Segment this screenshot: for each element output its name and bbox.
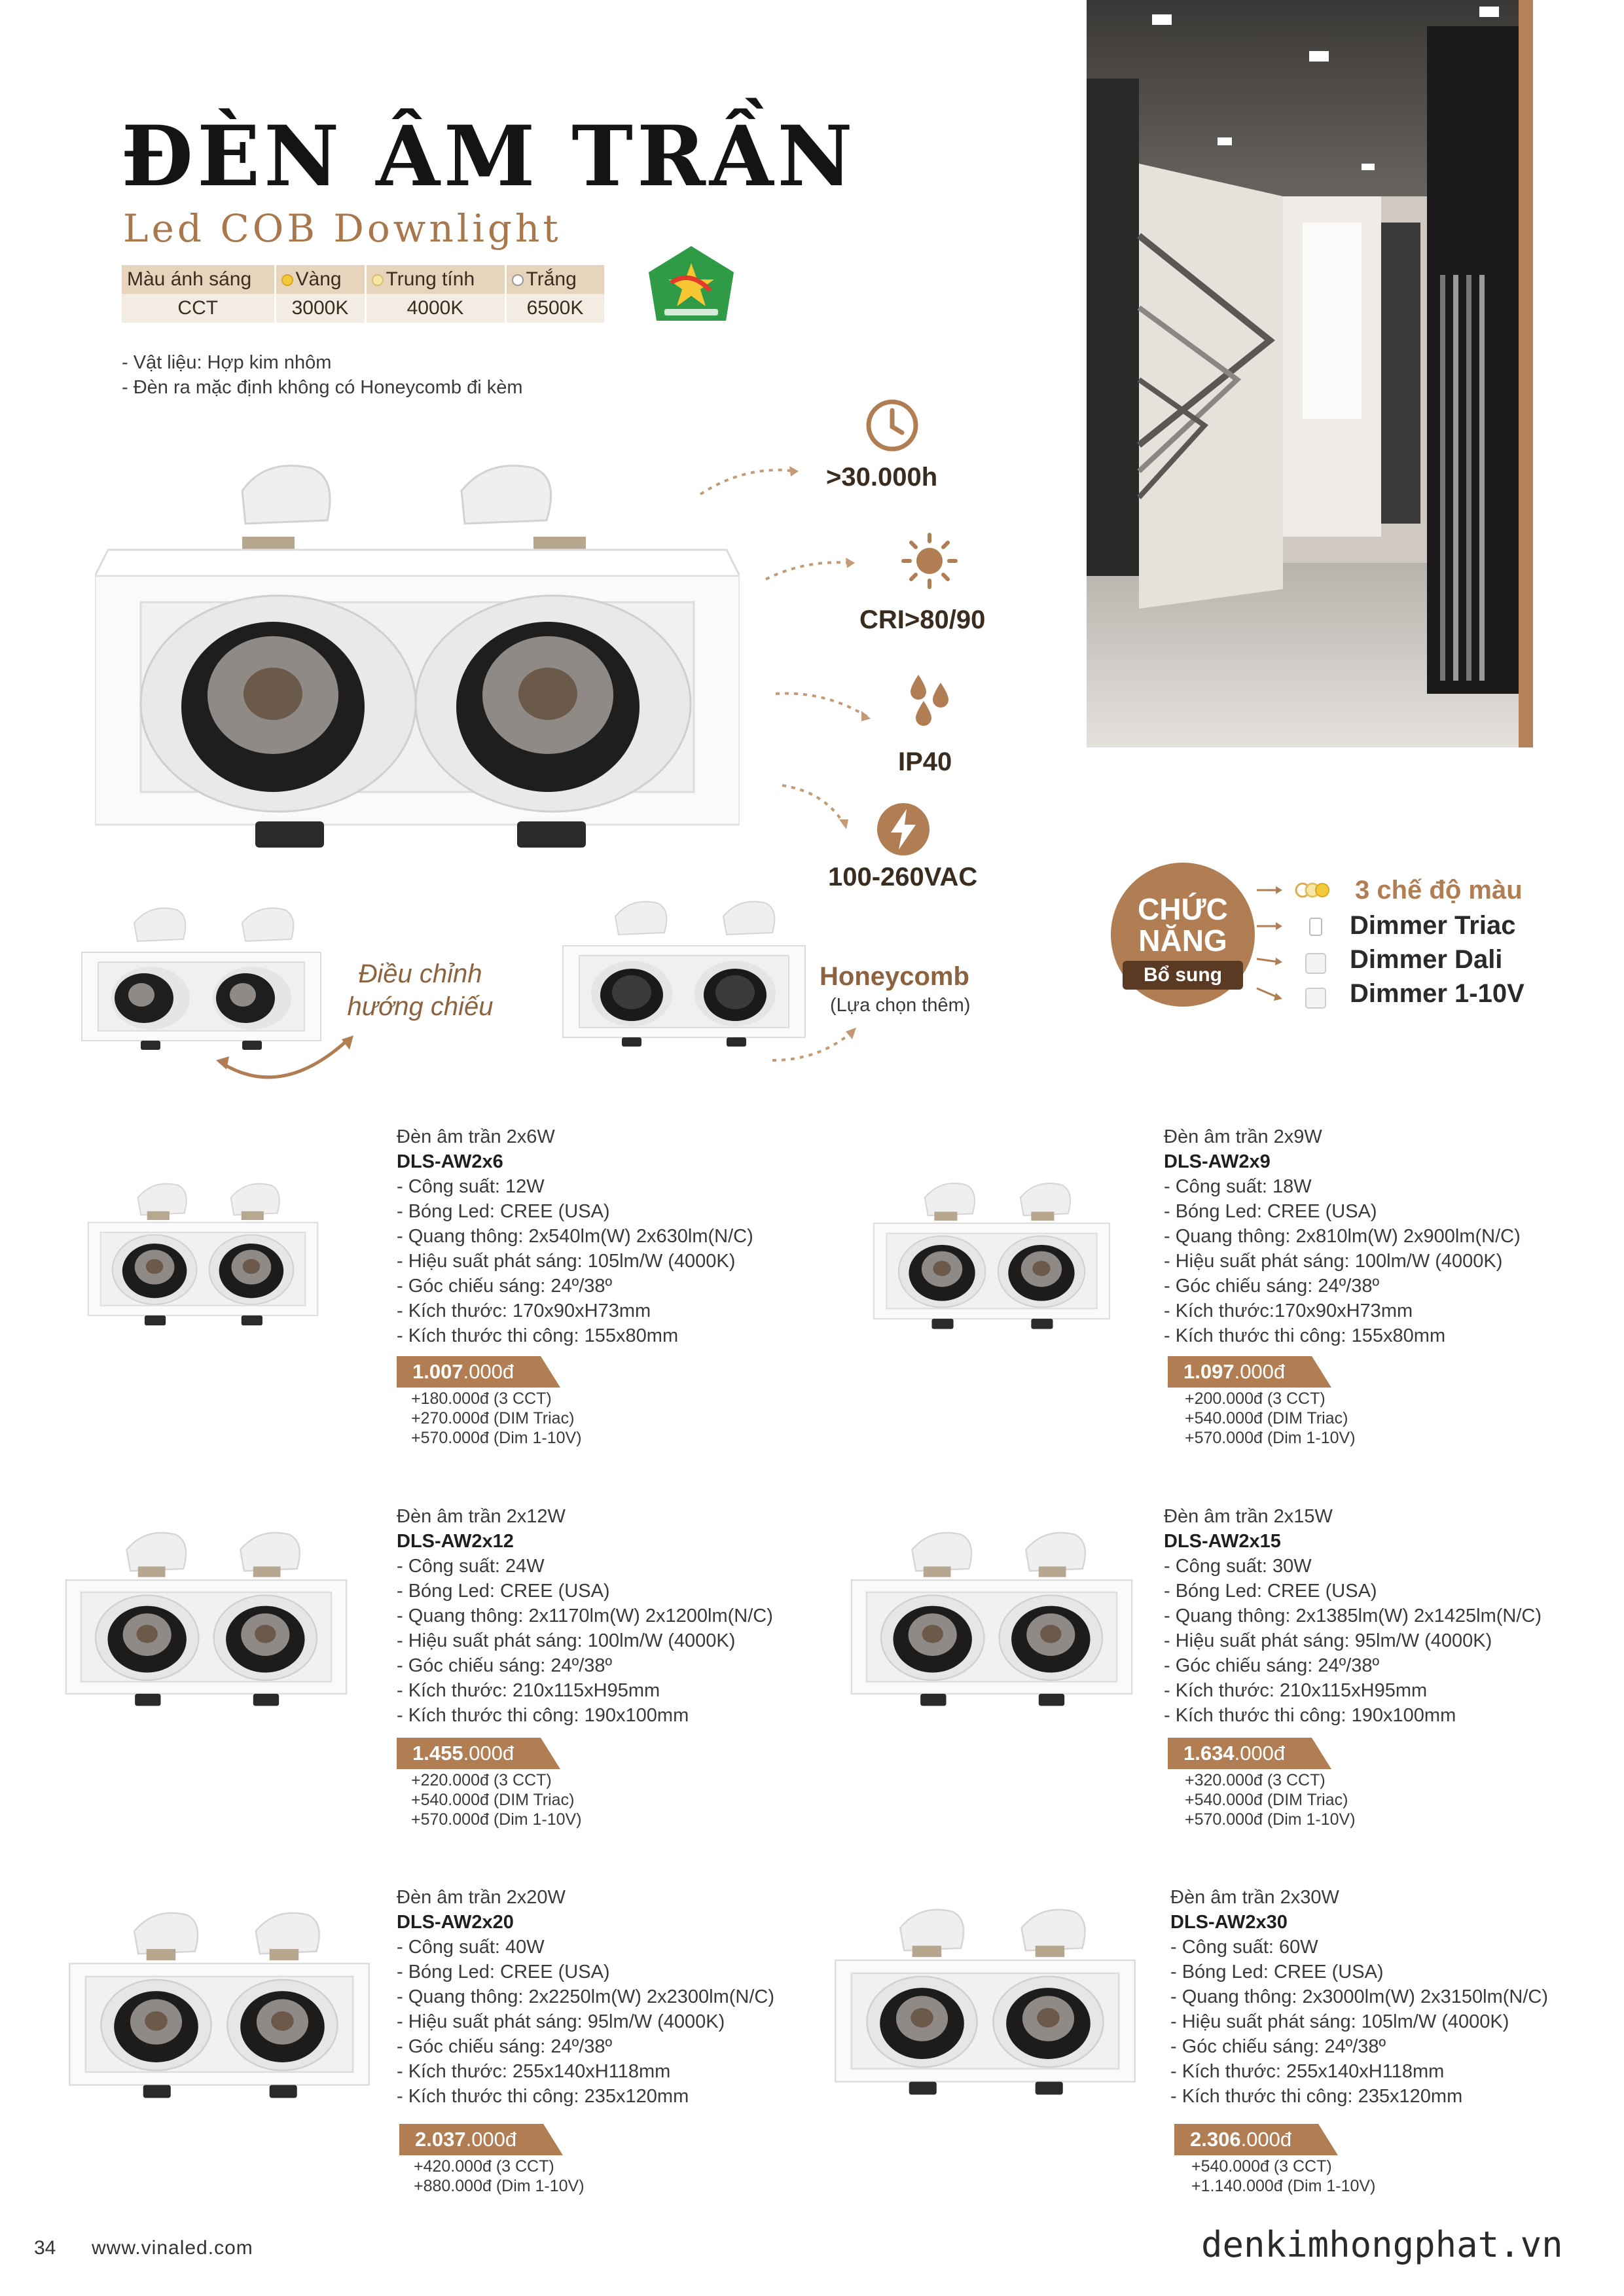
product-spec: - Công suất: 18W (1164, 1176, 1312, 1197)
product-name: Đèn âm trần 2x12W (397, 1506, 566, 1527)
cct-option-neutral: Trung tính (365, 265, 505, 294)
product-image-aw2x9 (871, 1178, 1113, 1335)
price-main: 1.634 (1183, 1742, 1235, 1765)
product-spec: - Kích thước: 255x140xH118mm (397, 2061, 671, 2082)
adjust-arrow-icon (209, 1028, 367, 1100)
product-spec: - Quang thông: 2x1170lm(W) 2x1200lm(N/C) (397, 1605, 773, 1626)
product-image-aw2x6 (85, 1178, 321, 1332)
cct-value-neutral: 4000K (365, 294, 505, 323)
product-info-aw2x20 (397, 1885, 774, 2109)
product-code: DLS-AW2x9 (1164, 1151, 1271, 1172)
product-code: DLS-AW2x30 (1170, 1912, 1288, 1933)
water-drops-icon (900, 671, 959, 730)
product-image-aw2x15 (848, 1525, 1136, 1715)
material-note: - Vật liệu: Hợp kim nhôm (122, 352, 332, 373)
adjust-direction-label: Điều chỉnh hướng chiếu (347, 960, 494, 1021)
product-spec: - Bóng Led: CREE (USA) (1170, 1962, 1384, 1982)
product-spec: - Quang thông: 2x810lm(W) 2x900lm(N/C) (1164, 1226, 1521, 1247)
price-extras-aw2x15: +320.000đ (3 CCT) +540.000đ (DIM Triac) +570.000đ (Dim 1-10V) (1185, 1771, 1356, 1829)
product-spec: - Quang thông: 2x1385lm(W) 2x1425lm(N/C) (1164, 1605, 1542, 1626)
product-spec: - Góc chiếu sáng: 24º/38º (397, 2036, 613, 2057)
product-spec: - Kích thước thi công: 155x80mm (1164, 1325, 1446, 1346)
spec-lifetime: >30.000h (826, 463, 938, 492)
product-spec: - Hiệu suất phát sáng: 100lm/W (4000K) (1164, 1251, 1503, 1272)
product-image-aw2x12 (62, 1525, 350, 1715)
product-spec: - Bóng Led: CREE (USA) (1164, 1581, 1377, 1602)
lightning-icon (874, 800, 933, 859)
product-spec: - Hiệu suất phát sáng: 105lm/W (4000K) (1170, 2011, 1509, 2032)
product-name: Đèn âm trần 2x6W (397, 1126, 555, 1147)
honeycomb-note: - Đèn ra mặc định không có Honeycomb đi kèm (122, 377, 523, 398)
product-spec: - Kích thước thi công: 235x120mm (1170, 2086, 1463, 2107)
spec-ip: IP40 (898, 747, 952, 776)
vietnam-quality-badge-icon (645, 243, 738, 330)
function-dimmer-triac: Dimmer Triac (1350, 911, 1516, 940)
product-code: DLS-AW2x6 (397, 1151, 503, 1172)
product-spec: - Bóng Led: CREE (USA) (397, 1201, 610, 1222)
spec-voltage: 100-260VAC (828, 863, 978, 891)
price-main: 1.455 (412, 1742, 463, 1765)
product-code: DLS-AW2x20 (397, 1912, 514, 1933)
honeycomb-subtitle: (Lựa chọn thêm) (830, 995, 971, 1016)
product-spec: - Góc chiếu sáng: 24º/38º (1164, 1655, 1380, 1676)
price-main: 1.007 (412, 1360, 463, 1383)
product-spec: - Góc chiếu sáng: 24º/38º (397, 1276, 613, 1297)
main-product-image (95, 452, 740, 857)
product-spec: - Kích thước: 210x115xH95mm (397, 1680, 660, 1701)
product-code: DLS-AW2x15 (1164, 1531, 1281, 1552)
product-spec: - Công suất: 24W (397, 1556, 545, 1577)
product-image-aw2x30 (831, 1898, 1139, 2108)
product-info-aw2x15 (1164, 1504, 1542, 1728)
product-spec: - Bóng Led: CREE (USA) (397, 1962, 610, 1982)
cct-header-label: Màu ánh sáng (122, 265, 275, 294)
product-name: Đèn âm trần 2x15W (1164, 1506, 1333, 1527)
price-extras-aw2x9: +200.000đ (3 CCT) +540.000đ (DIM Triac) +570.000đ (Dim 1-10V) (1185, 1390, 1356, 1447)
product-spec: - Quang thông: 2x3000lm(W) 2x3150lm(N/C) (1170, 1986, 1549, 2007)
function-dimmer-dali: Dimmer Dali (1350, 945, 1503, 974)
showroom-photo (1087, 0, 1519, 747)
cct-value-warm: 3000K (275, 294, 365, 323)
product-spec: - Bóng Led: CREE (USA) (1164, 1201, 1377, 1222)
product-name: Đèn âm trần 2x30W (1170, 1887, 1339, 1908)
price-main: 2.037 (415, 2128, 466, 2151)
product-code: DLS-AW2x12 (397, 1531, 514, 1552)
price-suffix: .000đ (463, 1360, 514, 1383)
function-dimmer-1-10v: Dimmer 1-10V (1350, 979, 1525, 1008)
price-extras-aw2x6: +180.000đ (3 CCT) +270.000đ (DIM Triac) +570.000đ (Dim 1-10V) (411, 1390, 582, 1447)
price-suffix: .000đ (1240, 2128, 1292, 2151)
clock-icon (863, 396, 922, 455)
product-spec: - Kích thước thi công: 190x100mm (397, 1705, 689, 1726)
product-spec: - Hiệu suất phát sáng: 95lm/W (4000K) (1164, 1630, 1492, 1651)
price-extras-aw2x20: +420.000đ (3 CCT) +880.000đ (Dim 1-10V) (414, 2157, 585, 2195)
cct-row-label: CCT (122, 294, 275, 323)
white-dot-icon (512, 274, 524, 286)
product-spec: - Hiệu suất phát sáng: 105lm/W (4000K) (397, 1251, 736, 1272)
product-spec: - Kích thước thi công: 190x100mm (1164, 1705, 1456, 1726)
price-suffix: .000đ (465, 2128, 517, 2151)
product-spec: - Kích thước thi công: 155x80mm (397, 1325, 679, 1346)
brand-watermark: denkimhongphat.vn (1201, 2224, 1563, 2265)
product-spec: - Kích thước thi công: 235x120mm (397, 2086, 689, 2107)
materials-notes (122, 350, 523, 400)
product-spec: - Góc chiếu sáng: 24º/38º (1170, 2036, 1386, 2057)
product-info-aw2x12 (397, 1504, 773, 1728)
cct-option-white: Trắng (505, 265, 605, 294)
price-suffix: .000đ (1234, 1360, 1286, 1383)
product-spec: - Kích thước: 210x115xH95mm (1164, 1680, 1428, 1701)
product-spec: - Công suất: 40W (397, 1937, 545, 1958)
product-name: Đèn âm trần 2x9W (1164, 1126, 1322, 1147)
page-subtitle: Led COB Downlight (123, 206, 562, 251)
cct-option-warm: Vàng (275, 265, 365, 294)
cct-table (122, 265, 606, 323)
price-suffix: .000đ (1234, 1742, 1286, 1765)
honeycomb-title: Honeycomb (820, 962, 969, 991)
product-info-aw2x6 (397, 1124, 753, 1348)
product-spec: - Bóng Led: CREE (USA) (397, 1581, 610, 1602)
product-spec: - Công suất: 30W (1164, 1556, 1312, 1577)
price-suffix: .000đ (463, 1742, 514, 1765)
product-info-aw2x9 (1164, 1124, 1521, 1348)
page-title: ĐÈN ÂM TRẦN (121, 108, 857, 205)
product-spec: - Kích thước: 255x140xH118mm (1170, 2061, 1445, 2082)
product-spec: - Công suất: 60W (1170, 1937, 1318, 1958)
product-spec: - Quang thông: 2x540lm(W) 2x630lm(N/C) (397, 1226, 753, 1247)
warm-dot-icon (281, 274, 293, 286)
page-number: 34 (34, 2237, 56, 2259)
product-spec: - Hiệu suất phát sáng: 95lm/W (4000K) (397, 2011, 725, 2032)
footer-website: www.vinaled.com (92, 2237, 253, 2259)
price-main: 2.306 (1190, 2128, 1241, 2151)
sun-icon (900, 531, 959, 590)
product-spec: - Kích thước:170x90xH73mm (1164, 1300, 1413, 1321)
product-spec: - Góc chiếu sáng: 24º/38º (397, 1655, 613, 1676)
product-info-aw2x30 (1170, 1885, 1548, 2109)
product-image-aw2x20 (65, 1905, 373, 2108)
product-spec: - Góc chiếu sáng: 24º/38º (1164, 1276, 1380, 1297)
price-extras-aw2x30: +540.000đ (3 CCT) +1.140.000đ (Dim 1-10V) (1191, 2157, 1376, 2195)
honeycomb-arrow-icon (766, 1021, 864, 1067)
product-spec: - Kích thước: 170x90xH73mm (397, 1300, 651, 1321)
functions-badge: CHỨC NĂNG Bổ sung (1111, 863, 1255, 1007)
function-arrows (1254, 874, 1335, 1014)
price-extras-aw2x12: +220.000đ (3 CCT) +540.000đ (DIM Triac) +570.000đ (Dim 1-10V) (411, 1771, 582, 1829)
neutral-dot-icon (372, 274, 384, 286)
cct-value-white: 6500K (505, 294, 605, 323)
product-name: Đèn âm trần 2x20W (397, 1887, 566, 1908)
function-3-color-modes: 3 chế độ màu (1355, 876, 1523, 905)
product-spec: - Quang thông: 2x2250lm(W) 2x2300lm(N/C) (397, 1986, 775, 2007)
accent-strip (1519, 0, 1533, 747)
spec-arrows (694, 458, 884, 844)
price-main: 1.097 (1183, 1360, 1235, 1383)
spec-cri: CRI>80/90 (859, 605, 986, 634)
product-spec: - Hiệu suất phát sáng: 100lm/W (4000K) (397, 1630, 736, 1651)
product-spec: - Công suất: 12W (397, 1176, 545, 1197)
